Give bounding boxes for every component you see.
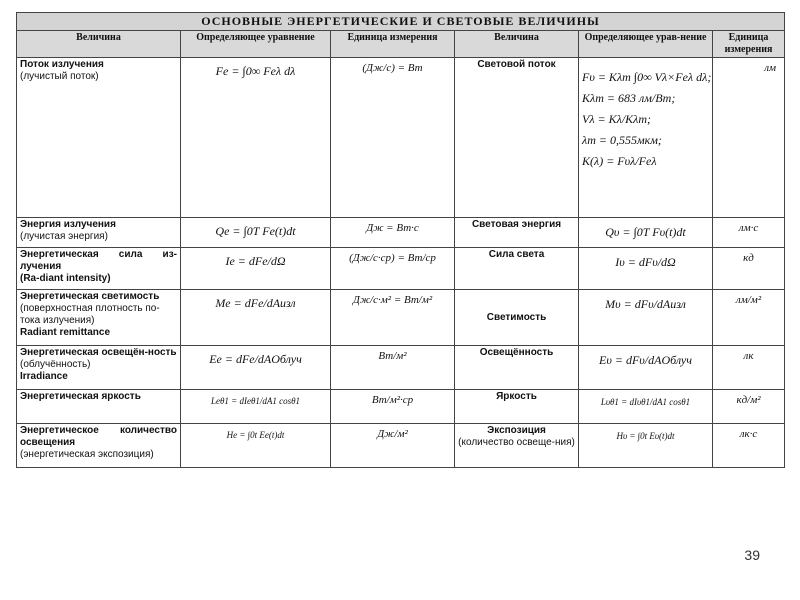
light-quantity-cell [455, 424, 579, 468]
light-equation-cell [579, 424, 713, 468]
light-quantity-name: Освещённость [479, 347, 554, 358]
energy-unit: Дж = Вт·с [331, 218, 455, 248]
energy-quantity-name: Энергетическая сила из-лучения [20, 249, 177, 272]
light-quantity-cell [455, 390, 579, 424]
energy-quantity-name: Поток излучения [20, 59, 104, 70]
energy-quantity-cell [17, 248, 181, 290]
energy-quantity-english: Radiant remittance [20, 327, 111, 338]
light-equation: λm = 0,555мкм; [582, 133, 662, 147]
energy-quantity-cell [17, 390, 181, 424]
energy-quantity-name: Энергетическая светимость [20, 291, 160, 302]
light-unit: лк [713, 346, 785, 390]
light-equation: Fυ = Kλm ∫0∞ Vλ×Feλ dλ; [582, 70, 712, 84]
light-quantity-cell [455, 58, 579, 218]
header-cell: Величина [17, 31, 181, 58]
light-equation: Lυθ1 = dIυθ1/dA1 cosθ1 [600, 397, 691, 407]
energy-quantity-subtitle: (лучистый поток) [20, 71, 99, 82]
light-equation: Iυ = dFυ/dΩ [615, 255, 676, 269]
light-unit: лк·с [713, 424, 785, 468]
light-equation: K(λ) = Fυλ/Feλ [582, 154, 657, 168]
energy-equation: Ie = dFe/dΩ [181, 248, 331, 290]
table-row [17, 390, 785, 424]
light-equation-cell [579, 390, 713, 424]
light-unit: кд/м² [713, 390, 785, 424]
light-equation: Mυ = dFυ/dAизл [605, 297, 686, 311]
energy-unit: (Дж/с) = Вт [331, 58, 455, 218]
energy-equation: Leθ1 = dIeθ1/dA1 cosθ1 [181, 390, 331, 424]
energy-quantity-english: Irradiance [20, 371, 68, 382]
energy-unit: Дж/с·м² = Вт/м² [331, 290, 455, 346]
light-quantity-name: Экспозиция [487, 425, 546, 436]
energy-quantity-subtitle: (облучённость) [20, 359, 91, 370]
light-quantity-cell [455, 346, 579, 390]
light-unit: лм·с [713, 218, 785, 248]
energy-equation: Ee = dFe/dAОблуч [181, 346, 331, 390]
energy-unit: Вт/м²·ср [331, 390, 455, 424]
energy-light-quantities-table [16, 12, 785, 468]
light-quantity-cell [455, 218, 579, 248]
page-number: 39 [744, 547, 760, 563]
header-cell: Величина [455, 31, 579, 58]
energy-quantity-english: (Ra-diant intensity) [20, 273, 111, 284]
light-quantity-cell [455, 248, 579, 290]
header-row [17, 31, 785, 58]
energy-quantity-name: Энергетическая яркость [20, 391, 141, 402]
light-unit: лм/м² [713, 290, 785, 346]
light-equation: Vλ = Kλ/Kλm; [582, 112, 652, 126]
header-cell: Единица измерения [331, 31, 455, 58]
table-row [17, 346, 785, 390]
light-equation-cell [579, 290, 713, 346]
header-cell: Единица измерения [713, 31, 785, 58]
light-equation: Qυ = ∫0T Fυ(t)dt [605, 225, 686, 239]
energy-quantity-cell [17, 424, 181, 468]
light-quantity-name: Яркость [496, 391, 537, 402]
light-unit: кд [713, 248, 785, 290]
energy-equation: Qe = ∫0T Fe(t)dt [181, 218, 331, 248]
energy-unit: (Дж/с·ср) = Вт/ср [331, 248, 455, 290]
energy-quantity-cell [17, 218, 181, 248]
light-quantity-cell [455, 290, 579, 346]
energy-quantity-name: Энергетическое количество освещения [20, 425, 177, 448]
table-row [17, 424, 785, 468]
light-quantity-name: Светимость [486, 311, 547, 323]
header-cell: Определяющее уравнение [181, 31, 331, 58]
light-quantity-subtitle: (количество освеще-ния) [458, 437, 575, 448]
light-equation-cell [579, 58, 713, 218]
energy-quantity-subtitle: (энергетическая экспозиция) [20, 449, 154, 460]
header-cell: Определяющее урав-нение [579, 31, 713, 58]
energy-quantity-name: Энергетическая освещён-ность [20, 347, 177, 358]
energy-quantity-subtitle: (поверхностная плотность по-тока излучения) [20, 303, 160, 326]
energy-equation: Fe = ∫0∞ Feλ dλ [181, 58, 331, 218]
energy-equation: He = ∫0t Ee(t)dt [181, 424, 331, 468]
light-equation: Eυ = dFυ/dAОблуч [599, 353, 692, 367]
energy-quantity-name: Энергия излучения [20, 219, 116, 230]
light-equation-cell [579, 248, 713, 290]
light-equation: Hυ = ∫0t Eυ(t)dt [616, 431, 675, 441]
energy-quantity-subtitle: (лучистая энергия) [20, 231, 108, 242]
table-row [17, 290, 785, 346]
energy-quantity-cell [17, 58, 181, 218]
light-quantity-name: Световая энергия [471, 219, 562, 230]
energy-quantity-cell [17, 290, 181, 346]
light-equation: Kλm = 683 лм/Вт; [582, 91, 676, 105]
light-equation-cell [579, 346, 713, 390]
energy-unit: Дж/м² [331, 424, 455, 468]
light-quantity-name: Сила света [488, 249, 545, 260]
table-title: ОСНОВНЫЕ ЭНЕРГЕТИЧЕСКИЕ И СВЕТОВЫЕ ВЕЛИЧИНЫ [17, 13, 785, 31]
energy-quantity-cell [17, 346, 181, 390]
energy-equation: Me = dFe/dAизл [181, 290, 331, 346]
table-row [17, 218, 785, 248]
table-row [17, 248, 785, 290]
light-equation-cell [579, 218, 713, 248]
light-unit: лм [713, 58, 785, 218]
energy-unit: Вт/м² [331, 346, 455, 390]
table-row [17, 58, 785, 218]
light-quantity-name: Световой поток [477, 59, 556, 70]
